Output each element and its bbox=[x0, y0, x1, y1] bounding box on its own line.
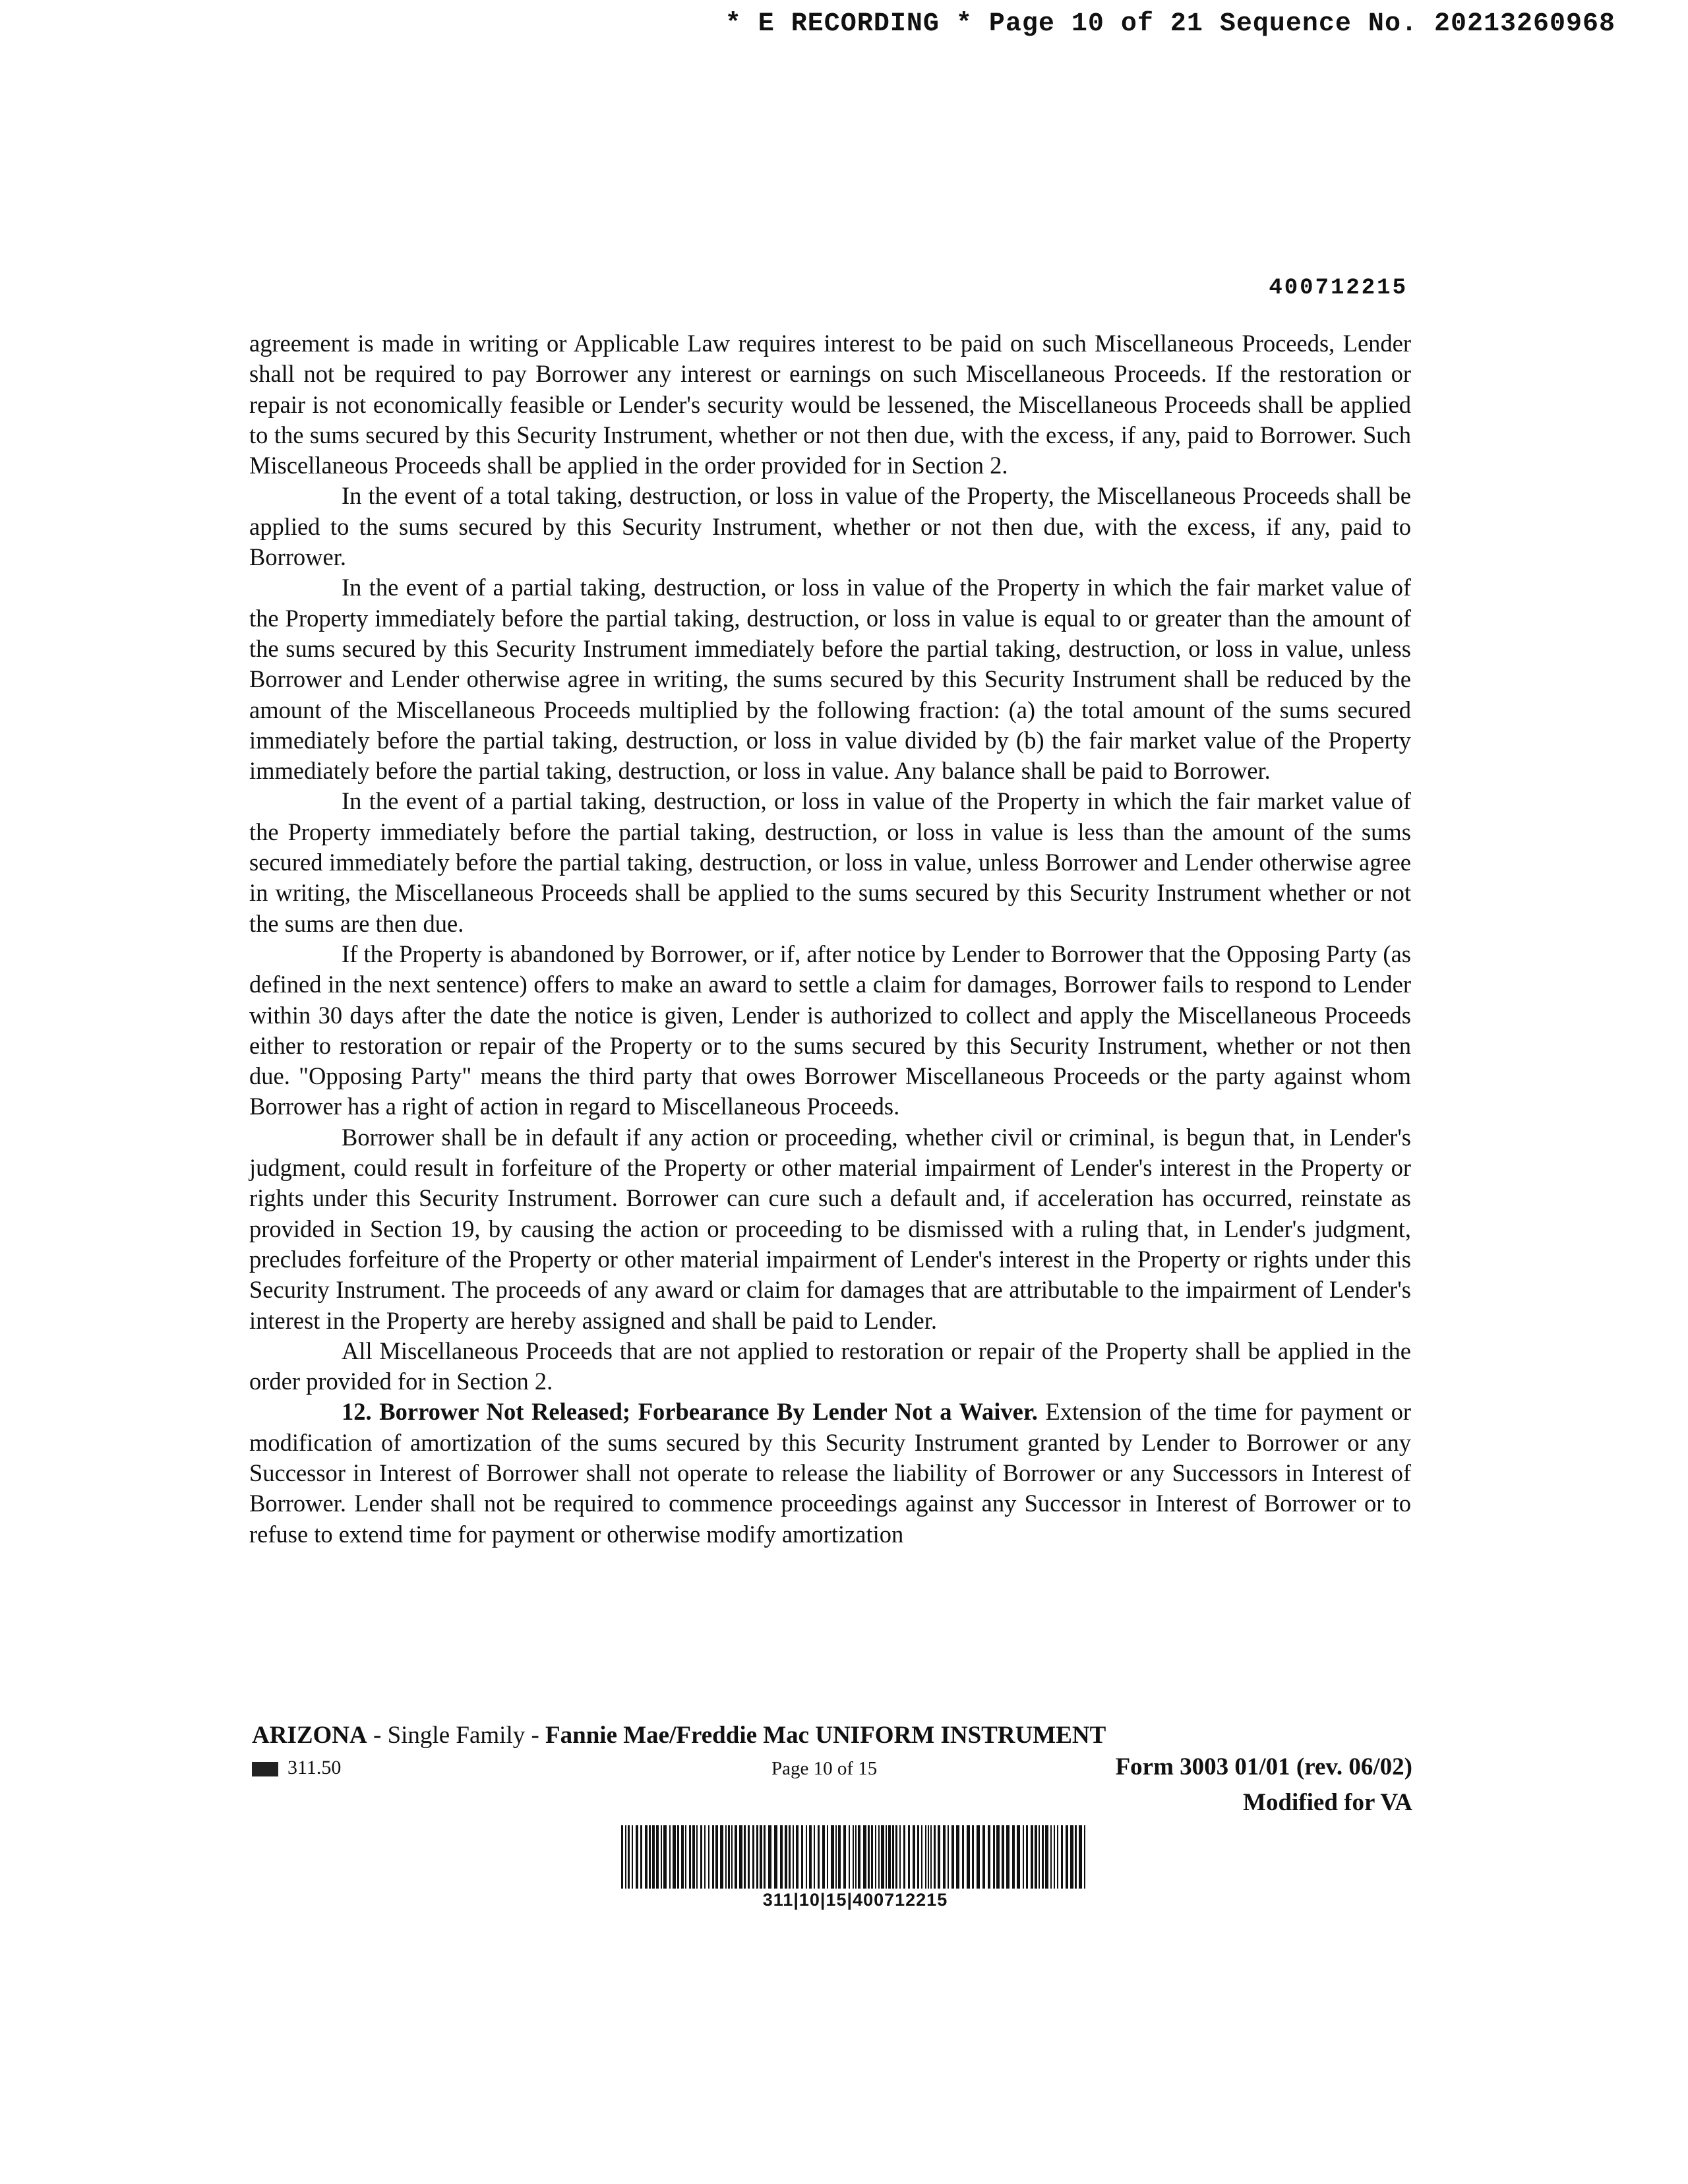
paragraph-5: Borrower shall be in default if any action or proceeding, whether civil or criminal, is begun that, in Lender's judgment, could result in forfeiture of the Property or other material impairment of Lender's interest in the Property or rights under this Security Instrument. Borrower can cure such a default and, if acceleration has occurred, reinstate as provided in Section 19, by causing the action or proceeding to be dismissed with a ruling that, in Lender's judgment, precludes forfeiture of the Property or other material impairment of Lender's interest in the Property or rights under this Security Instrument. The proceeds of any award or claim for damages that are attributable to the impairment of Lender's interest in the Property are hereby assigned and shall be paid to Lender. bbox=[249, 1123, 1411, 1334]
recording-header: * E RECORDING * Page 10 of 21 Sequence No. 20213260968 bbox=[725, 9, 1615, 39]
form-code: 311.50 bbox=[287, 1757, 342, 1778]
paragraph-3: In the event of a partial taking, destruction, or loss in value of the Property in which the fair market value of the Property immediately before the partial taking, destruction, or loss in value is less than the amount of the sums secured immediately before the partial taking, destruction, or loss in value, unless Borrower and Lender otherwise agree in writing, the Miscellaneous Proceeds shall be applied to the sums secured by this Security Instrument whether or not the sums are then due. bbox=[249, 787, 1411, 937]
modified-note: Modified for VA bbox=[1243, 1789, 1412, 1816]
barcode-icon bbox=[621, 1825, 1089, 1889]
paragraph-6: All Miscellaneous Proceeds that are not applied to restoration or repair of the Property shall be applied in the order provided for in Section 2. bbox=[249, 1337, 1411, 1395]
footer-row bbox=[252, 1753, 1412, 1790]
footer-separator: - Single Family - bbox=[367, 1722, 546, 1749]
footer-title bbox=[252, 1721, 1106, 1749]
paragraph-0: agreement is made in writing or Applicable Law requires interest to be paid on such Miscellaneous Proceeds, Lender shall not be required to pay Borrower any interest or earnings on such Miscellaneous Proceeds. If the restoration or repair is not economically feasible or Lender's security would be lessened, the Miscellaneous Proceeds shall be applied to the sums secured by this Security Instrument, whether or not then due, with the excess, if any, paid to Borrower. Such Miscellaneous Proceeds shall be applied in the order provided for in Section 2. bbox=[249, 330, 1411, 479]
loan-number: 400712215 bbox=[1269, 276, 1408, 301]
section-12 bbox=[249, 1397, 1411, 1549]
form-logo-icon bbox=[252, 1762, 278, 1776]
section-12-text: Extension of the time for payment or modification of amortization of the sums secured by this Security Instrument granted by Lender to Borrower or any Successor in Interest of Borrower shall not operate to release the liability of Borrower or any Successors in Interest of Borrower. Lender shall not be required to commence proceedings against any Successor in Interest of Borrower or to refuse to extend time for payment or otherwise modify amortization bbox=[249, 1398, 1412, 1548]
document-body bbox=[249, 328, 1411, 1550]
footer-instrument: Fannie Mae/Freddie Mac UNIFORM INSTRUMENT bbox=[545, 1722, 1106, 1749]
paragraph-1: In the event of a total taking, destruction, or loss in value of the Property, the Miscellaneous Proceeds shall be applied to the sums secured by this Security Instrument, whether or not then due, with the excess, if any, paid to Borrower. bbox=[249, 482, 1411, 571]
page-number: Page 10 of 15 bbox=[771, 1758, 878, 1779]
barcode-text: 311|10|15|400712215 bbox=[762, 1890, 948, 1910]
section-12-heading: 12. Borrower Not Released; Forbearance By Lender Not a Waiver. bbox=[342, 1398, 1038, 1426]
footer-state: ARIZONA bbox=[252, 1722, 367, 1749]
form-number: Form 3003 01/01 (rev. 06/02) bbox=[1115, 1753, 1412, 1780]
paragraph-2: In the event of a partial taking, destruction, or loss in value of the Property in which the fair market value of the Property immediately before the partial taking, destruction, or loss in value is equal to or greater than the amount of the sums secured by this Security Instrument immediately before the partial taking, destruction, or loss in value, unless Borrower and Lender otherwise agree in writing, the sums secured by this Security Instrument shall be reduced by the amount of the Miscellaneous Proceeds multiplied by the following fraction: (a) the total amount of the sums secured immediately before the partial taking, destruction, or loss in value divided by (b) the fair market value of the Property immediately before the partial taking, destruction, or loss in value. Any balance shall be paid to Borrower. bbox=[249, 574, 1411, 785]
paragraph-4: If the Property is abandoned by Borrower, or if, after notice by Lender to Borrower that the Opposing Party (as defined in the next sentence) offers to make an award to settle a claim for damages, Borrower fails to respond to Lender within 30 days after the date the notice is given, Lender is authorized to collect and apply the Miscellaneous Proceeds either to restoration or repair of the Property or to the sums secured by this Security Instrument, whether or not then due. "Opposing Party" means the third party that owes Borrower Miscellaneous Proceeds or the party against whom Borrower has a right of action in regard to Miscellaneous Proceeds. bbox=[249, 940, 1411, 1120]
